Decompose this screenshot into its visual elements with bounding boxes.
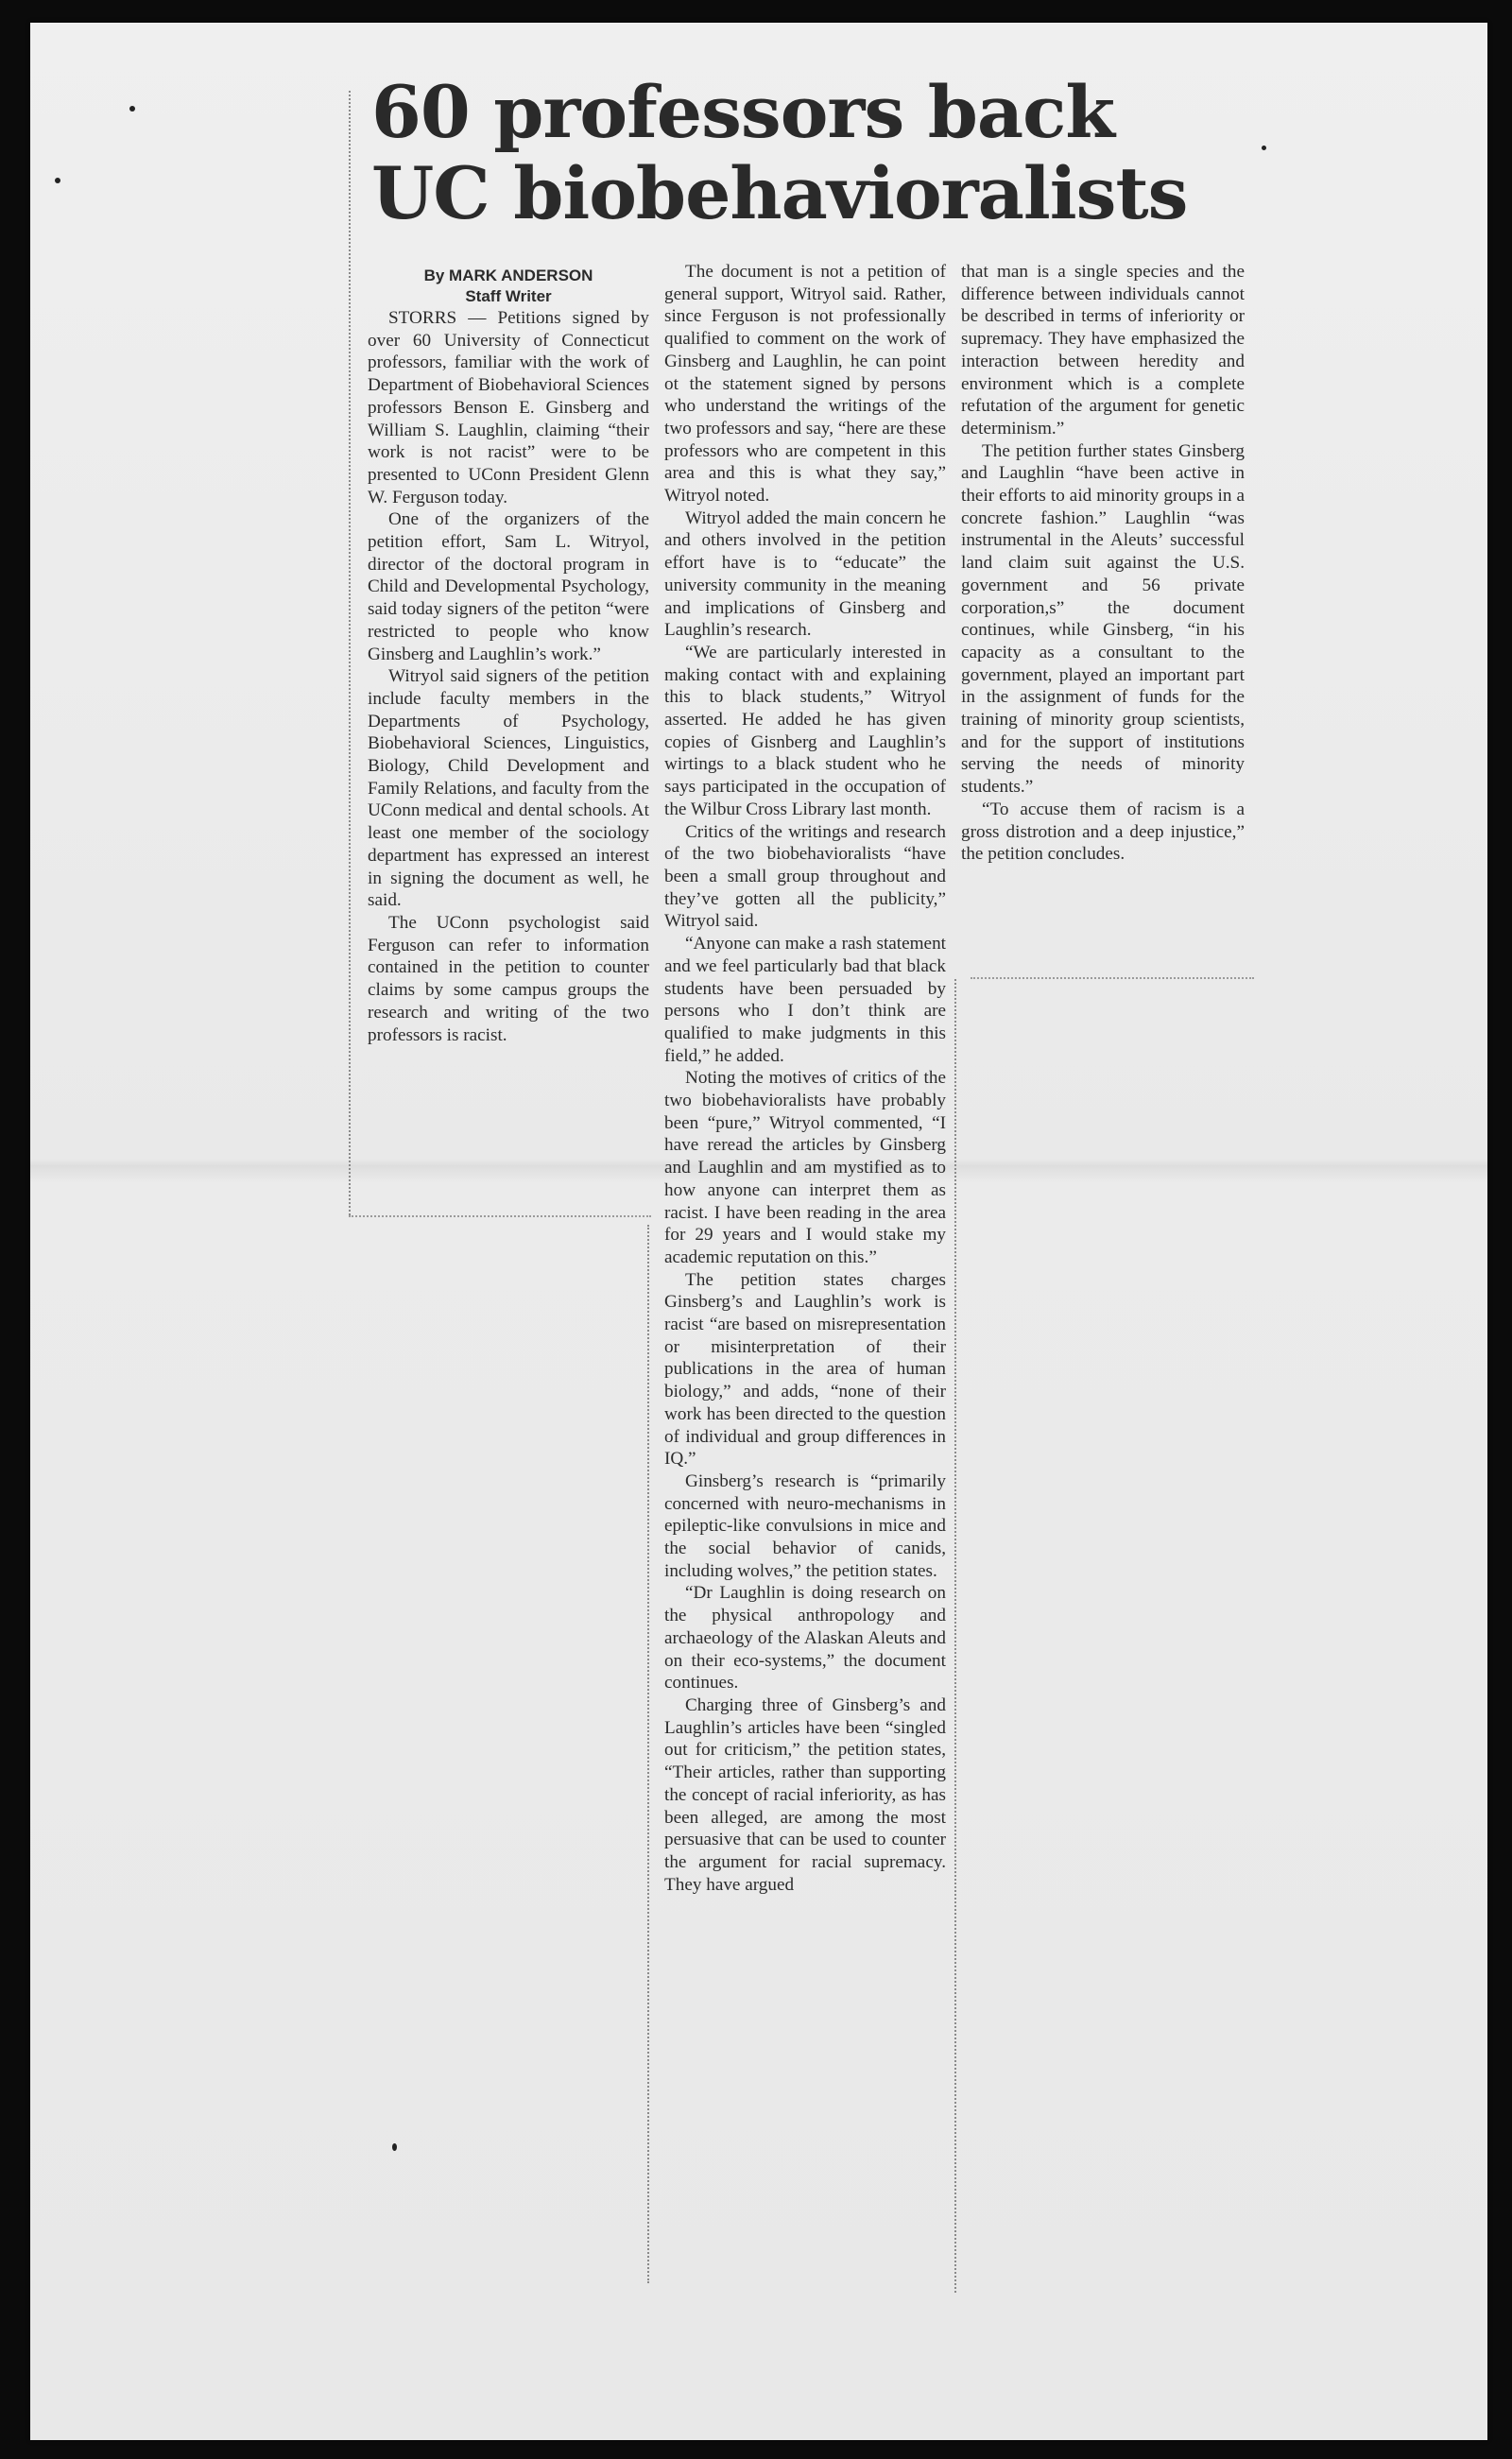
clipping-cut-edge	[647, 1225, 649, 2283]
paragraph: Ginsberg’s research is “primarily concerned with neuro-mechanisms in epileptic-like convulsions in mice and the social behavior of canids, including wolves,” the petition states.	[664, 1470, 946, 1581]
paragraph: “Anyone can make a rash statement and we feel particularly bad that black students have been persuaded by persons who I don’t think are qualified to make judgments in this field,” he added.	[664, 934, 946, 1066]
byline-name: By MARK ANDERSON	[423, 267, 593, 284]
clipping-cut-edge	[349, 1215, 651, 1217]
clipping-cut-edge	[954, 979, 956, 2293]
paragraph: “To accuse them of racism is a gross distrotion and a deep injustice,” the petition concludes.	[961, 799, 1245, 865]
headline	[371, 72, 1250, 234]
paragraph: The petition states charges Ginsberg’s and Laughlin’s work is racist “are based on misrepresentation or misinterpretation of their publications in the area of human biology,” and adds, “none of their work has been directed to the question of individual and group differences in IQ.”	[664, 1269, 946, 1470]
paragraph: Critics of the writings and research of the two biobehavioralists “have been a small group throughout and they’ve gotten all the publicity,” Witryol said.	[664, 821, 946, 932]
paragraph: One of the organizers of the petition effort, Sam L. Witryol, director of the doctoral program in Child and Developmental Psychology, said today signers of the petiton “were restricted to people who know Ginsberg and Laughlin’s work.”	[368, 509, 649, 664]
headline-line-1: 60 professors back	[371, 70, 1115, 154]
paper-speck	[55, 178, 60, 183]
byline-title: Staff Writer	[465, 287, 552, 305]
paper-speck	[1262, 146, 1266, 150]
newspaper-clipping	[347, 72, 1254, 2274]
clipping-cut-edge	[971, 977, 1254, 979]
paragraph: that man is a single species and the difference between individuals cannot be described in terms of inferiority or supremacy. They have emphasized the interaction between heredity and environment which is a complete refutation of the argument for genetic determinism.”	[961, 262, 1245, 438]
paper-speck	[129, 106, 135, 112]
article-column-3	[961, 261, 1245, 866]
paragraph: The UConn psychologist said Ferguson can refer to information contained in the petition to counter claims by some campus groups the research and writing of the two professors is racist.	[368, 912, 649, 1045]
paragraph: The document is not a petition of general support, Witryol said. Rather, since Ferguson is not professionally qualified to comment on the work of Ginsberg and Laughlin, he can point ot the statement signed by persons who understand the writings of the two professors and say, “here are these professors who are competent in this area and this is what they say,” Witryol noted.	[664, 262, 946, 507]
paragraph: “Dr Laughlin is doing research on the physical anthropology and archaeology of the Alaskan Aleuts and on their eco-systems,” the document continues.	[664, 1583, 946, 1694]
headline-line-2: UC biobehavioralists	[371, 151, 1188, 235]
paper-sheet	[30, 23, 1487, 2440]
paragraph: Witryol said signers of the petition include faculty members in the Departments of Psychology, Biobehavioral Sciences, Linguistics, Biology, Child Development and Family Relations, and faculty from the UConn medical and dental schools. At least one member of the sociology department has expressed an interest in signing the document as well, he said.	[368, 666, 649, 911]
paragraph: Noting the motives of critics of the two biobehavioralists have probably been “pure,” Witryol commented, “I have reread the articles by Ginsberg and Laughlin and am mystified as to how anyone can interpret them as racist. I have been reading in the area for 29 years and I would stake my academic reputation on this.”	[664, 1068, 946, 1267]
article-column-2	[664, 261, 946, 1896]
paragraph: The petition further states Ginsberg and Laughlin “have been active in their efforts to aid minority groups in a concrete fashion.” Laughlin “was instrumental in the Aleuts’ successful land claim suit against the U.S. government and 56 private corporation,s” the document continues, while Ginsberg, “in his capacity as a consultant to the government, played an important part in the assignment of funds for the training of minority group scientists, and for the support of institutions serving the needs of minority students.”	[961, 440, 1245, 798]
article-column-1	[368, 266, 649, 1046]
byline	[368, 266, 649, 307]
paragraph: “We are particularly interested in making contact with and explaining this to black students,” Witryol asserted. He added he has given copies of Gisnberg and Laughlin’s wirtings to a black student who he says participated in the occupation of the Wilbur Cross Library last month.	[664, 642, 946, 819]
paragraph: STORRS — Petitions signed by over 60 University of Connecticut professors, familiar with the work of Department of Biobehavioral Sciences professors Benson E. Ginsberg and William S. Laughlin, claiming “their work is not racist” were to be presented to UConn President Glenn W. Ferguson today.	[368, 308, 649, 507]
clipping-cut-edge	[349, 91, 351, 1215]
paragraph: Charging three of Ginsberg’s and Laughlin’s articles have been “singled out for criticism,” the petition states, “Their articles, rather than supporting the concept of racial inferiority, as has been alleged, are among the most persuasive that can be used to counter the argument for racial supremacy. They have argued	[664, 1695, 946, 1895]
paragraph: Witryol added the main concern he and others involved in the petition effort have is to “educate” the university community in the meaning and implications of Ginsberg and Laughlin’s research.	[664, 507, 946, 641]
